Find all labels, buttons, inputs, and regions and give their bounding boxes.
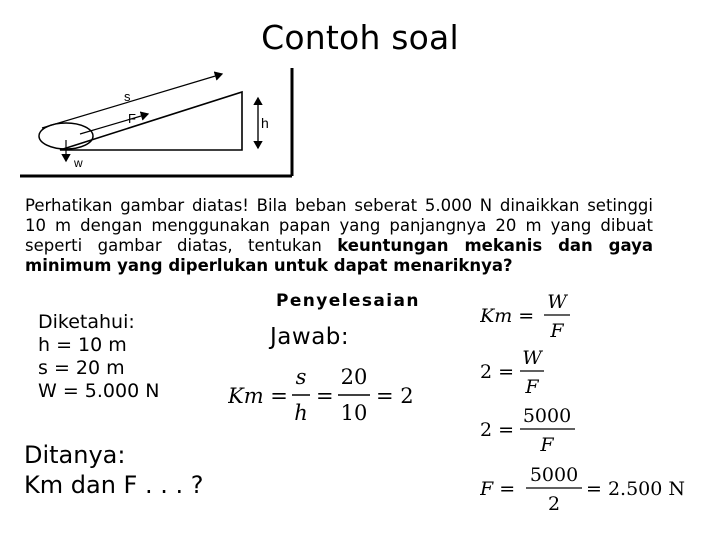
step3-result: = 2.500 N — [586, 478, 686, 500]
km-calc-lhs: Km = — [228, 384, 288, 408]
page-title: Contoh soal — [261, 18, 459, 57]
step2-equation — [480, 404, 590, 460]
label-w: w — [74, 156, 83, 170]
step3-num: 5000 — [529, 464, 579, 486]
km-formula-equation — [480, 290, 600, 346]
asked-section — [24, 440, 203, 500]
step2-den: F — [540, 434, 554, 456]
km-formula-lhs: Km = — [480, 305, 535, 327]
step3-equation — [480, 462, 708, 520]
answer-label: Jawab: — [270, 324, 350, 350]
km-formula-num: W — [547, 291, 567, 313]
problem-question: keuntungan mekanis dan gaya minimum yang diperlukan untuk dapat menariknya? — [25, 236, 653, 275]
problem-statement — [25, 196, 653, 276]
km-calc-den2: 10 — [340, 401, 368, 425]
step3-den: 2 — [547, 493, 561, 515]
km-formula-den: F — [550, 320, 564, 342]
km-calculation-equation — [228, 362, 428, 430]
step3-lhs: F = — [480, 478, 516, 500]
step1-den: F — [525, 376, 539, 398]
problem-text: Perhatikan gambar diatas! Bila beban seberat 5.000 N dinaikkan setinggi 10 m dengan menggunakan papan yang panjangnya 20 m yang dibuat seperti gambar diatas, tentukan — [25, 196, 653, 255]
known-h: h = 10 m — [38, 334, 127, 356]
asked-heading: Ditanya: — [24, 441, 126, 469]
equals-sign: = — [316, 384, 334, 408]
step2-num: 5000 — [522, 405, 572, 427]
km-calc-den1: h — [294, 401, 308, 425]
km-calc-result: = 2 — [376, 384, 414, 408]
label-f: F — [128, 111, 136, 126]
km-calc-num2: 20 — [340, 365, 368, 389]
label-h: h — [261, 115, 269, 131]
asked-question: Km dan F . . . ? — [24, 471, 204, 499]
known-w: W = 5.000 N — [38, 380, 160, 402]
known-s: s = 20 m — [38, 357, 125, 379]
step1-lhs: 2 = — [480, 361, 515, 383]
step1-equation — [480, 346, 580, 402]
inclined-plane-figure — [20, 68, 296, 180]
known-values — [38, 311, 159, 403]
ramp-triangle — [60, 92, 242, 150]
step1-num: W — [522, 347, 542, 369]
solution-heading: Penyelesaian — [276, 291, 420, 311]
known-heading: Diketahui: — [38, 311, 135, 333]
label-s: s — [124, 89, 131, 104]
km-calc-num1: s — [295, 365, 307, 389]
step2-lhs: 2 = — [480, 419, 515, 441]
